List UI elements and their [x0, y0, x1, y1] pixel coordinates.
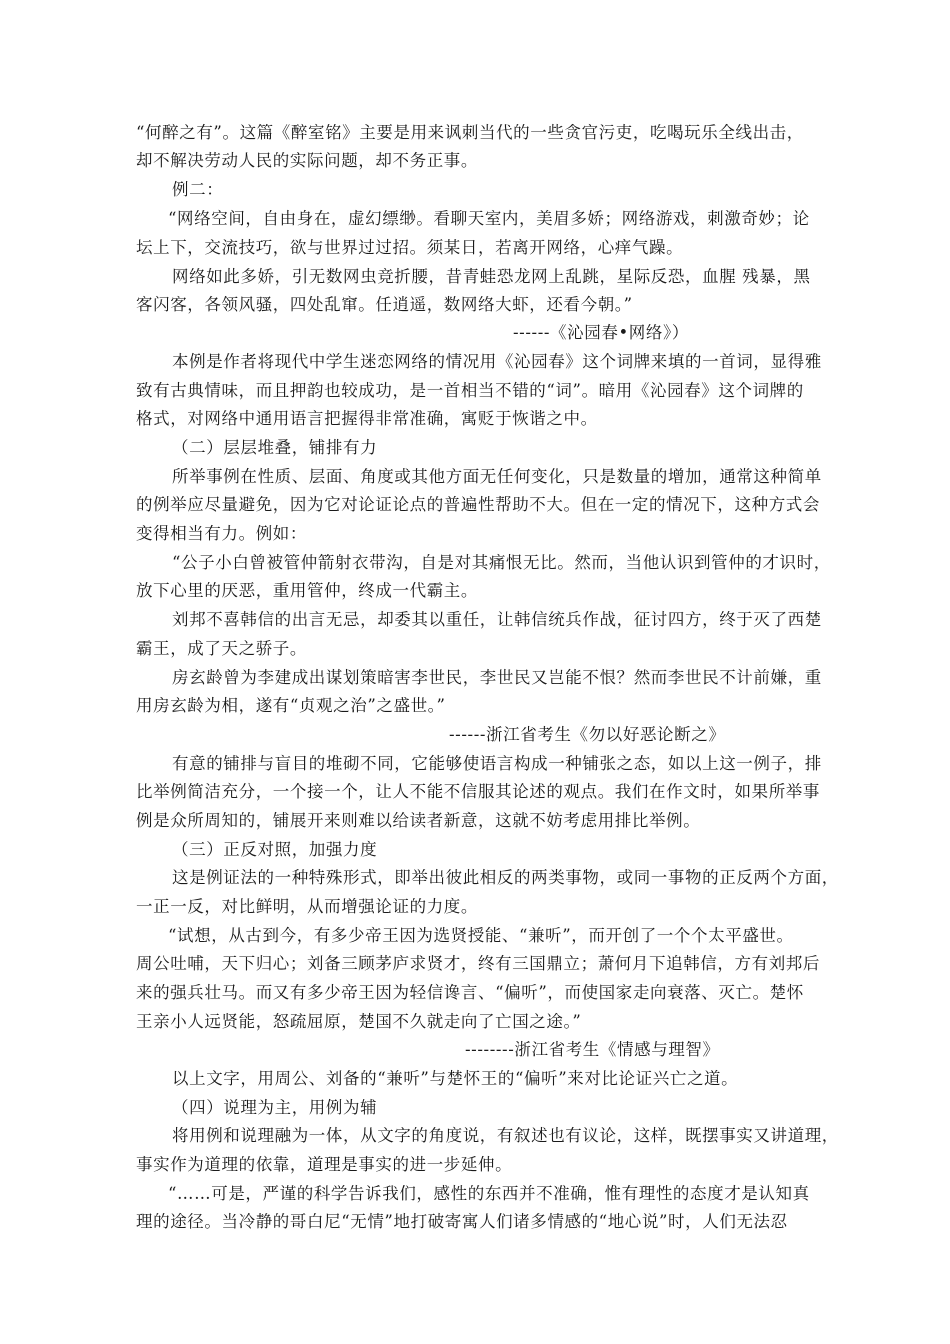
text-line: 所举事例在性质、层面、角度或其他方面无任何变化，只是数量的增加，通常这种简单 [172, 467, 822, 486]
text-line: 格式，对网络中通用语言把握得非常准确，寓贬于恢谐之中。 [136, 409, 598, 428]
text-line: “试想，从古到今，有多少帝王因为选贤授能、“兼听”，而开创了一个个太平盛世。 [168, 926, 794, 945]
text-line: 的例举应尽量避免，因为它对论证论点的普遍性帮助不大。但在一定的情况下，这种方式会 [136, 495, 820, 514]
text-line: 理的途径。当冷静的哥白尼“无情”地打破寄寓人们诸多情感的“地心说”时，人们无法忍 [136, 1212, 788, 1231]
text-line: 房玄龄曾为李建成出谋划策暗害李世民，李世民又岂能不恨？然而李世民不计前嫌，重 [172, 668, 822, 687]
text-line: 将用例和说理融为一体，从文字的角度说，有叙述也有议论，这样，既摆事实又讲道理， [172, 1126, 839, 1145]
text-line: 例是众所周知的，铺展开来则难以给读者新意，这就不妨考虑用排比举例。 [136, 811, 701, 830]
text-line: 这是例证法的一种特殊形式，即举出彼此相反的两类事物，或同一事物的正反两个方面， [172, 868, 839, 887]
text-line: 霸王，成了天之骄子。 [136, 639, 307, 658]
text-line: 致有古典情味，而且押韵也较成功，是一首相当不错的“词”。暗用《沁园春》这个词牌的 [136, 381, 804, 400]
text-line: 变得相当有力。例如： [136, 524, 307, 543]
citation: ------浙江省考生《勿以好恶论断之》 [449, 725, 726, 744]
section-heading: （四）说理为主，用例为辅 [172, 1098, 378, 1117]
text-line: 一正一反，对比鲜明，从而增强论证的力度。 [136, 897, 478, 916]
text-line: 事实作为道理的依靠，道理是事实的进一步延伸。 [136, 1155, 513, 1174]
example-heading: 例二： [172, 180, 224, 199]
text-line: 周公吐哺，天下归心；刘备三顾茅庐求贤才，终有三国鼎立；萧何月下追韩信，方有刘邦后 [136, 954, 820, 973]
text-line: “……可是，严谨的科学告诉我们，感性的东西并不准确，惟有理性的态度才是认知真 [168, 1184, 810, 1203]
text-line: 王亲小人远贤能，怒疏屈原，楚国不久就走向了亡国之途。” [136, 1012, 582, 1031]
text-line: 客闪客，各领风骚，四处乱窜。任逍遥，数网络大虾，还看今朝。” [136, 295, 633, 314]
text-line: “公子小白曾被管仲箭射衣带沟，自是对其痛恨无比。然而，当他认识到管仲的才识时， [172, 553, 831, 572]
section-heading: （三）正反对照，加强力度 [172, 840, 378, 859]
text-line: 用房玄龄为相，遂有“贞观之治”之盛世。” [136, 696, 446, 715]
text-line: 有意的铺排与盲目的堆砌不同，它能够使语言构成一种铺张之态，如以上这一例子，排 [172, 754, 822, 773]
text-line: 却不解决劳动人民的实际问题，却不务正事。 [136, 151, 478, 170]
text-line: 网络如此多娇，引无数网虫竞折腰，昔青蛙恐龙网上乱跳，星际反恐，血腥 残暴，黑 [172, 267, 811, 286]
text-line: “网络空间，自由身在，虚幻缥缈。看聊天室内，美眉多娇；网络游戏，刺激奇妙；论 [168, 209, 810, 228]
text-line: 坛上下，交流技巧，欲与世界过过招。须某日，若离开网络，心痒气躁。 [136, 238, 684, 257]
text-line: 刘邦不喜韩信的出言无忌，却委其以重任，让韩信统兵作战，征讨四方，终于灭了西楚 [172, 610, 822, 629]
text-line: 放下心里的厌恶，重用管仲，终成一代霸主。 [136, 581, 478, 600]
section-heading: （二）层层堆叠，铺排有力 [172, 438, 378, 457]
text-line: 本例是作者将现代中学生迷恋网络的情况用《沁园春》这个词牌来填的一首词，显得雅 [172, 352, 822, 371]
citation: --------浙江省考生《情感与理智》 [465, 1040, 720, 1059]
citation: ------《沁园春•网络》） [513, 323, 689, 342]
text-line: 以上文字，用周公、刘备的“兼听”与楚怀王的“偏听”来对比论证兴亡之道。 [172, 1069, 739, 1088]
text-line: 比举例简洁充分，一个接一个，让人不能不信服其论述的观点。我们在作文时，如果所举事 [136, 782, 820, 801]
text-line: 来的强兵壮马。而又有多少帝王因为轻信谗言、“偏听”，而使国家走向衰落、灭亡。楚怀 [136, 983, 804, 1002]
text-line: “何醉之有”。这篇《醉室铭》主要是用来讽刺当代的一些贪官污吏，吃喝玩乐全线出击， [136, 123, 804, 142]
